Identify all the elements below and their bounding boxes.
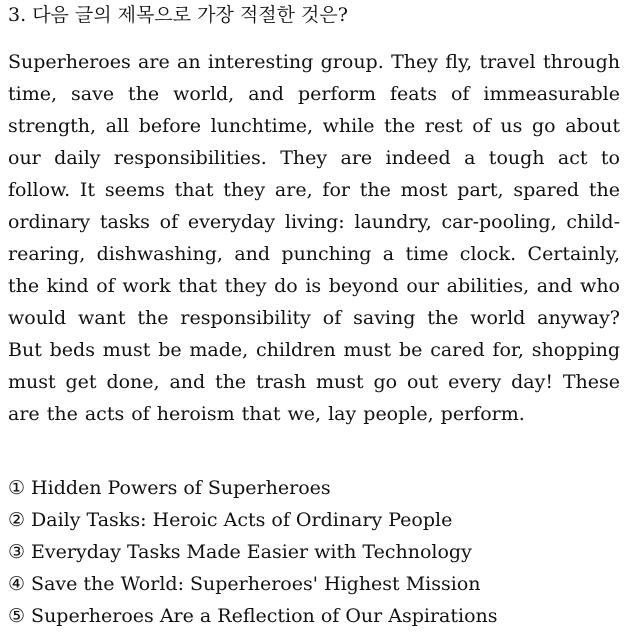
answer-option-3[interactable] (8, 536, 620, 568)
question-heading (8, 2, 348, 28)
option-marker: ② (8, 509, 26, 531)
option-text: Daily Tasks: Heroic Acts of Ordinary People (31, 509, 453, 531)
option-text: Superheroes Are a Reflection of Our Aspirations (31, 605, 498, 627)
answer-option-5[interactable] (8, 600, 620, 632)
option-text: Save the World: Superheroes' Highest Mission (31, 573, 481, 595)
option-text: Everyday Tasks Made Easier with Technology (31, 541, 472, 563)
question-number: 3. (8, 4, 27, 26)
option-marker: ④ (8, 573, 26, 595)
option-marker: ① (8, 477, 26, 499)
question-prompt: 다음 글의 제목으로 가장 적절한 것은? (32, 4, 348, 26)
answer-options (8, 472, 620, 632)
answer-option-4[interactable] (8, 568, 620, 600)
answer-option-2[interactable] (8, 504, 620, 536)
option-text: Hidden Powers of Superheroes (31, 477, 331, 499)
answer-option-1[interactable] (8, 472, 620, 504)
option-marker: ③ (8, 541, 26, 563)
option-marker: ⑤ (8, 605, 26, 627)
reading-passage: Superheroes are an interesting group. They fly, travel through time, save the world, and perform feats of immeasurable strength, all before lunchtime, while the rest of us go about our daily responsibilities. They are indeed a tough act to follow. It seems that they are, for the most part, spared the ordinary tasks of everyday living: laundry, car-pooling, child-rearing, dishwashing, and punching a time clock. Certainly, the kind of work that they do is beyond our abilities, and who would want the responsibility of saving the world anyway? But beds must be made, children must be cared for, shopping must get done, and the trash must go out every day! These are the acts of heroism that we, lay people, perform. (8, 51, 620, 425)
